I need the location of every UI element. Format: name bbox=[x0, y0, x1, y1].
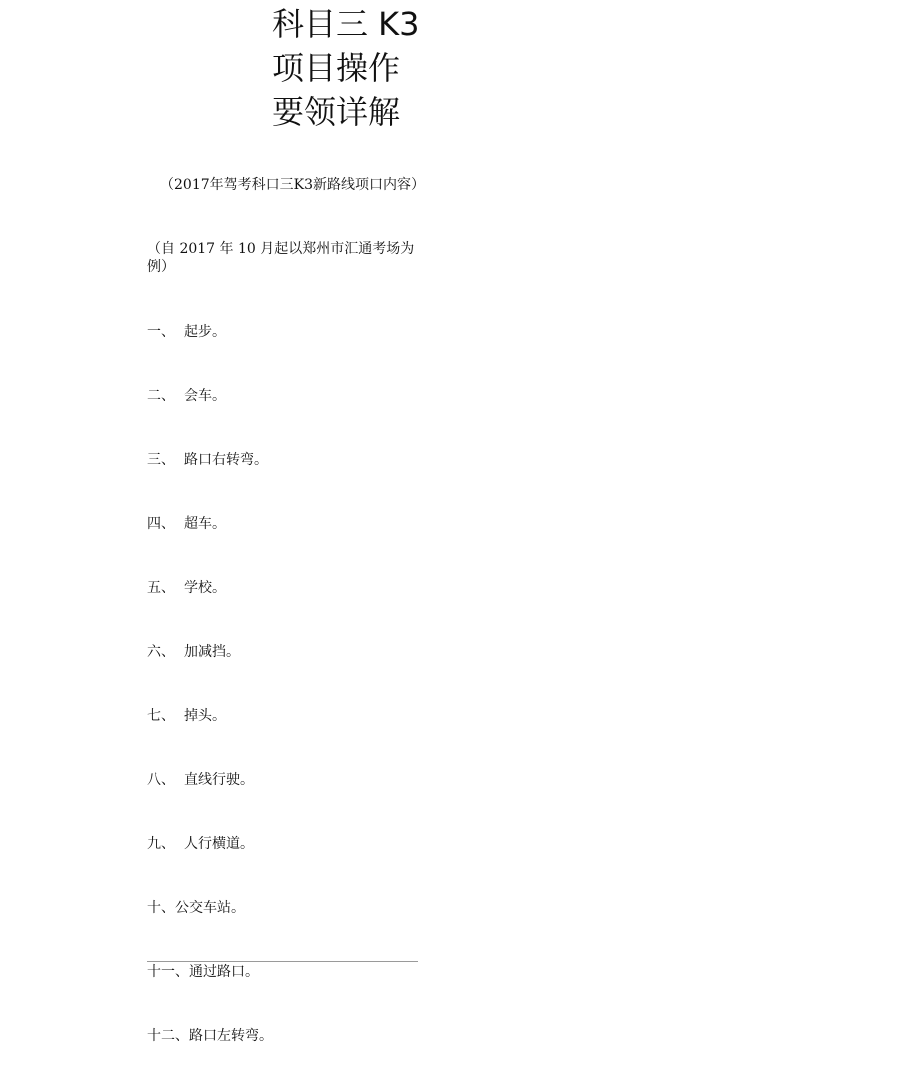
item-number: 一、 bbox=[147, 324, 175, 340]
list-item bbox=[147, 707, 226, 725]
item-text: 会车。 bbox=[184, 388, 226, 404]
list-item bbox=[147, 515, 226, 533]
item-number: 五、 bbox=[147, 580, 175, 596]
title-line-1: 科目三 K3 bbox=[272, 5, 420, 43]
item-text: 公交车站。 bbox=[175, 900, 245, 916]
item-number: 十二、 bbox=[147, 1028, 189, 1044]
item-number: 八、 bbox=[147, 772, 175, 788]
list-item bbox=[147, 1027, 273, 1045]
list-item bbox=[147, 963, 259, 981]
item-text: 学校。 bbox=[184, 580, 226, 596]
item-number: 六、 bbox=[147, 644, 175, 660]
list-item bbox=[147, 579, 226, 597]
item-number: 二、 bbox=[147, 388, 175, 404]
list-item bbox=[147, 899, 245, 917]
list-item bbox=[147, 835, 254, 853]
item-text: 起步。 bbox=[184, 324, 226, 340]
item-number: 十一、 bbox=[147, 964, 189, 980]
list-item bbox=[147, 323, 226, 341]
title-line-2: 项目操作 bbox=[272, 49, 401, 87]
item-number: 七、 bbox=[147, 708, 175, 724]
item-text: 直线行驶。 bbox=[184, 772, 254, 788]
item-text: 加减挡。 bbox=[184, 644, 240, 660]
item-number: 三、 bbox=[147, 452, 175, 468]
list-item bbox=[147, 451, 268, 469]
divider bbox=[147, 961, 418, 962]
item-text: 人行横道。 bbox=[184, 836, 254, 852]
list-item bbox=[147, 643, 240, 661]
subtitle: （2017年驾考科口三K3新路线项口内容） bbox=[160, 177, 425, 193]
note: （自 2017 年 10 月起以郑州市汇通考场为例） bbox=[147, 241, 415, 275]
item-number: 十、 bbox=[147, 900, 175, 916]
item-text: 掉头。 bbox=[184, 708, 226, 724]
item-text: 路口右转弯。 bbox=[184, 452, 268, 468]
item-text: 通过路口。 bbox=[189, 964, 259, 980]
list-item bbox=[147, 771, 254, 789]
list-item bbox=[147, 387, 226, 405]
item-text: 超车。 bbox=[184, 516, 226, 532]
item-number: 九、 bbox=[147, 836, 175, 852]
item-text: 路口左转弯。 bbox=[189, 1028, 273, 1044]
item-number: 四、 bbox=[147, 516, 175, 532]
title-line-3: 要领详解 bbox=[272, 93, 401, 131]
